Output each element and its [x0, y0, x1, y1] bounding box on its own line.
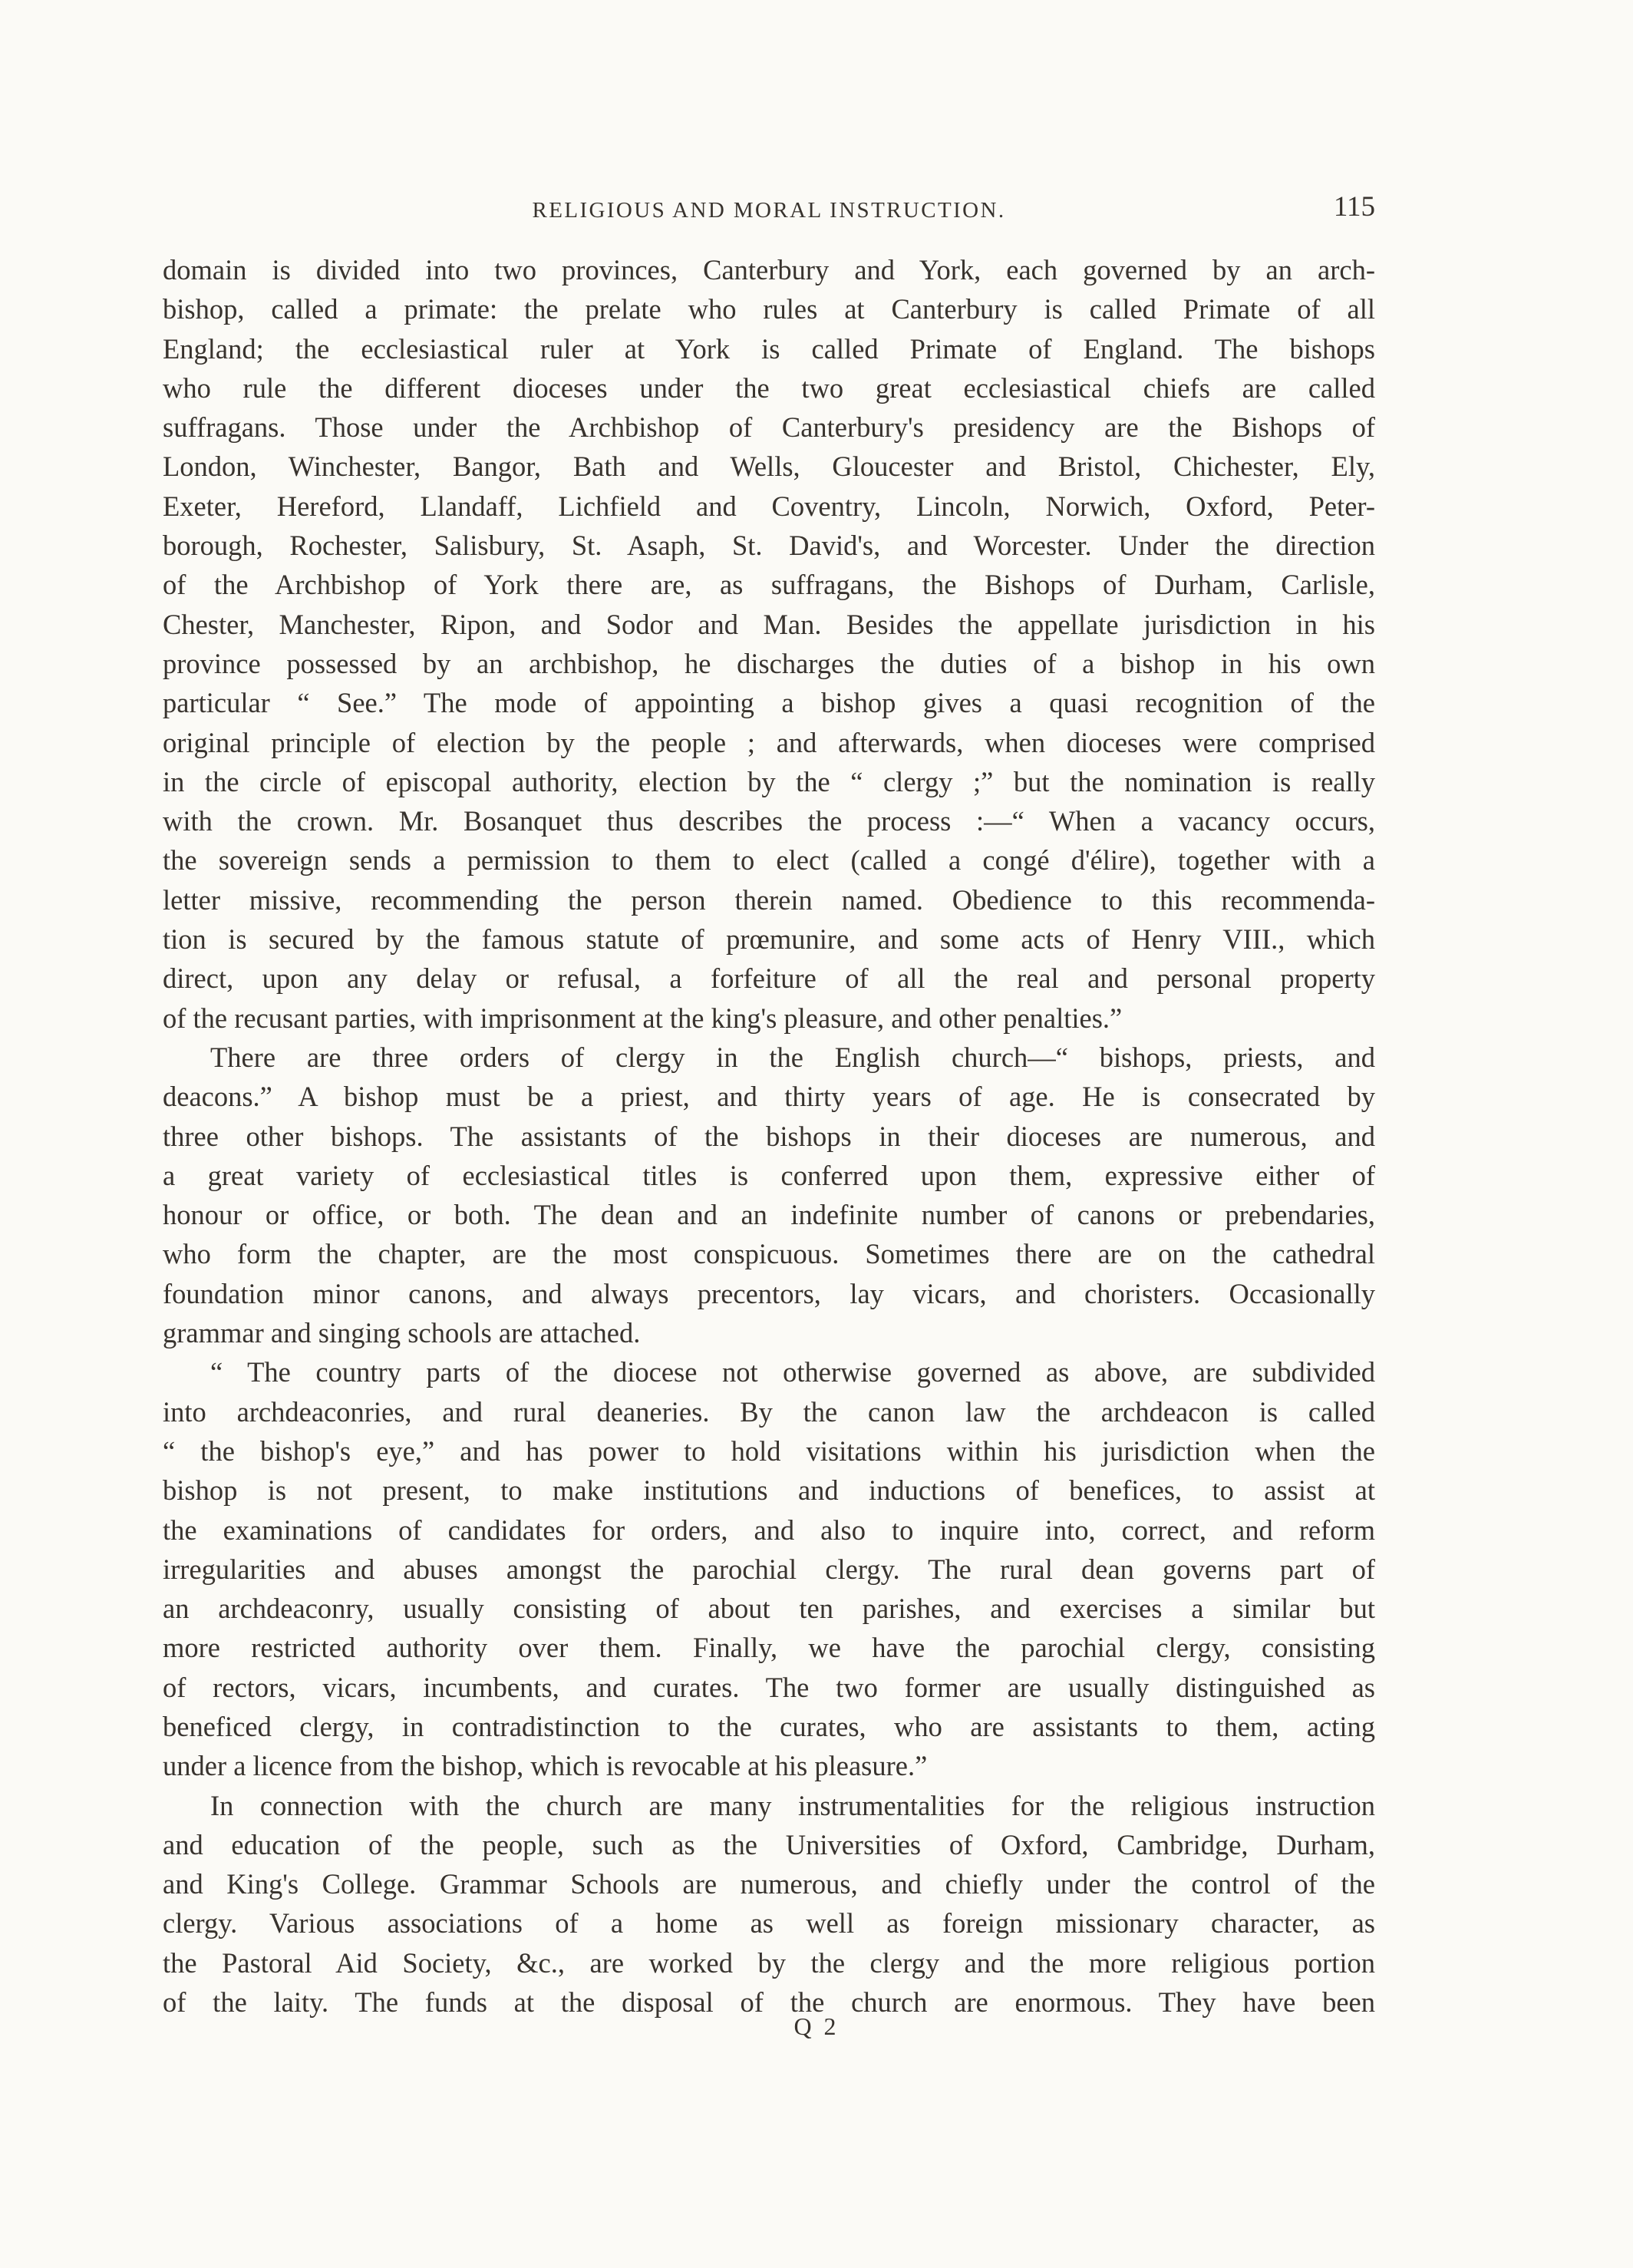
text-line: letter missive, recommending the person therein named. Obedience to this recommenda-: [163, 883, 1375, 916]
text-line: foundation minor canons, and always precentors, lay vicars, and choristers. Occasionally: [163, 1277, 1375, 1309]
text-line: who form the chapter, are the most conspicuous. Sometimes there are on the cathedral: [163, 1238, 1375, 1270]
text-line: the sovereign sends a permission to them to elect (called a congé d'élire), together with a: [163, 844, 1375, 876]
text-line: particular “ See.” The mode of appointing a bishop gives a quasi recognition of the: [163, 687, 1375, 719]
text-line: bishop, called a primate: the prelate who rules at Canterbury is called Primate of all: [163, 293, 1375, 325]
text-line: into archdeaconries, and rural deaneries. By the canon law the archdeacon is called: [163, 1395, 1375, 1428]
text-line: more restricted authority over them. Finally, we have the parochial clergy, consisting: [163, 1632, 1375, 1664]
text-line: irregularities and abuses amongst the parochial clergy. The rural dean governs part of: [163, 1553, 1375, 1585]
text-line: domain is divided into two provinces, Canterbury and York, each governed by an arch-: [163, 254, 1375, 286]
text-line: England; the ecclesiastical ruler at York is called Primate of England. The bishops: [163, 332, 1375, 365]
text-line: with the crown. Mr. Bosanquet thus describes the process :—“ When a vacancy occurs,: [163, 805, 1375, 837]
text-line: suffragans. Those under the Archbishop of Canterbury's presidency are the Bishops of: [163, 411, 1375, 444]
text-line: “ the bishop's eye,” and has power to hold visitations within his jurisdiction when the: [163, 1434, 1375, 1467]
running-head: [163, 190, 1375, 236]
text-line: who rule the different dioceses under the two great ecclesiastical chiefs are called: [163, 371, 1375, 404]
text-line: clergy. Various associations of a home as well as foreign missionary character, as: [163, 1907, 1375, 1940]
text-line: of rectors, vicars, incumbents, and curates. The two former are usually distinguished as: [163, 1671, 1375, 1703]
text-line: of the Archbishop of York there are, as suffragans, the Bishops of Durham, Carlisle,: [163, 569, 1375, 601]
paragraph-start-line: “ The country parts of the diocese not otherwise governed as above, are subdivided: [210, 1356, 1375, 1388]
text-line: Exeter, Hereford, Llandaff, Lichfield and Coventry, Lincoln, Norwich, Oxford, Peter-: [163, 490, 1375, 522]
paragraph-start-line: There are three orders of clergy in the English church—“ bishops, priests, and: [210, 1041, 1375, 1073]
text-line: three other bishops. The assistants of the bishops in their dioceses are numerous, and: [163, 1120, 1375, 1152]
text-line: bishop is not present, to make institutions and inductions of benefices, to assist at: [163, 1474, 1375, 1507]
text-line: original principle of election by the people ; and afterwards, when dioceses were comprised: [163, 726, 1375, 758]
text-line: a great variety of ecclesiastical titles is conferred upon them, expressive either of: [163, 1159, 1375, 1191]
text-line: and education of the people, such as the Universities of Oxford, Cambridge, Durham,: [163, 1828, 1375, 1860]
running-title: RELIGIOUS AND MORAL INSTRUCTION.: [532, 198, 1006, 223]
text-line: the examinations of candidates for orders, and also to inquire into, correct, and reform: [163, 1514, 1375, 1546]
text-line: an archdeaconry, usually consisting of about ten parishes, and exercises a similar but: [163, 1593, 1375, 1625]
text-line: and King's College. Grammar Schools are numerous, and chiefly under the control of the: [163, 1868, 1375, 1900]
text-line: the Pastoral Aid Society, &c., are worked by the clergy and the more religious portion: [163, 1946, 1375, 1979]
text-line: tion is secured by the famous statute of prœmunire, and some acts of Henry VIII., which: [163, 923, 1375, 956]
body-text: [163, 250, 1375, 2022]
text-line: in the circle of episcopal authority, election by the “ clergy ;” but the nomination is really: [163, 765, 1375, 797]
text-line: beneficed clergy, in contradistinction to the curates, who are assistants to them, acting: [163, 1710, 1375, 1742]
paragraph-start-line: In connection with the church are many instrumentalities for the religious instruction: [210, 1789, 1375, 1821]
text-line: Chester, Manchester, Ripon, and Sodor and Man. Besides the appellate jurisdiction in his: [163, 608, 1375, 640]
text-line: province possessed by an archbishop, he discharges the duties of a bishop in his own: [163, 647, 1375, 679]
text-line: under a licence from the bishop, which is revocable at his pleasure.”: [163, 1750, 928, 1782]
text-line: deacons.” A bishop must be a priest, and thirty years of age. He is consecrated by: [163, 1081, 1375, 1113]
text-line: direct, upon any delay or refusal, a forfeiture of all the real and personal property: [163, 962, 1375, 995]
text-line: of the recusant parties, with imprisonment at the king's pleasure, and other penalties.”: [163, 1002, 1123, 1034]
text-line: London, Winchester, Bangor, Bath and Wells, Gloucester and Bristol, Chichester, Ely,: [163, 451, 1375, 483]
text-line: of the laity. The funds at the disposal of the church are enormous. They have been: [163, 1986, 1375, 2019]
page-number: 115: [1333, 191, 1375, 223]
text-line: grammar and singing schools are attached.: [163, 1317, 641, 1349]
signature-mark: Q 2: [793, 2012, 840, 2040]
text-line: borough, Rochester, Salisbury, St. Asaph, St. David's, and Worcester. Under the direction: [163, 530, 1375, 562]
text-line: honour or office, or both. The dean and an indefinite number of canons or prebendaries,: [163, 1199, 1375, 1231]
